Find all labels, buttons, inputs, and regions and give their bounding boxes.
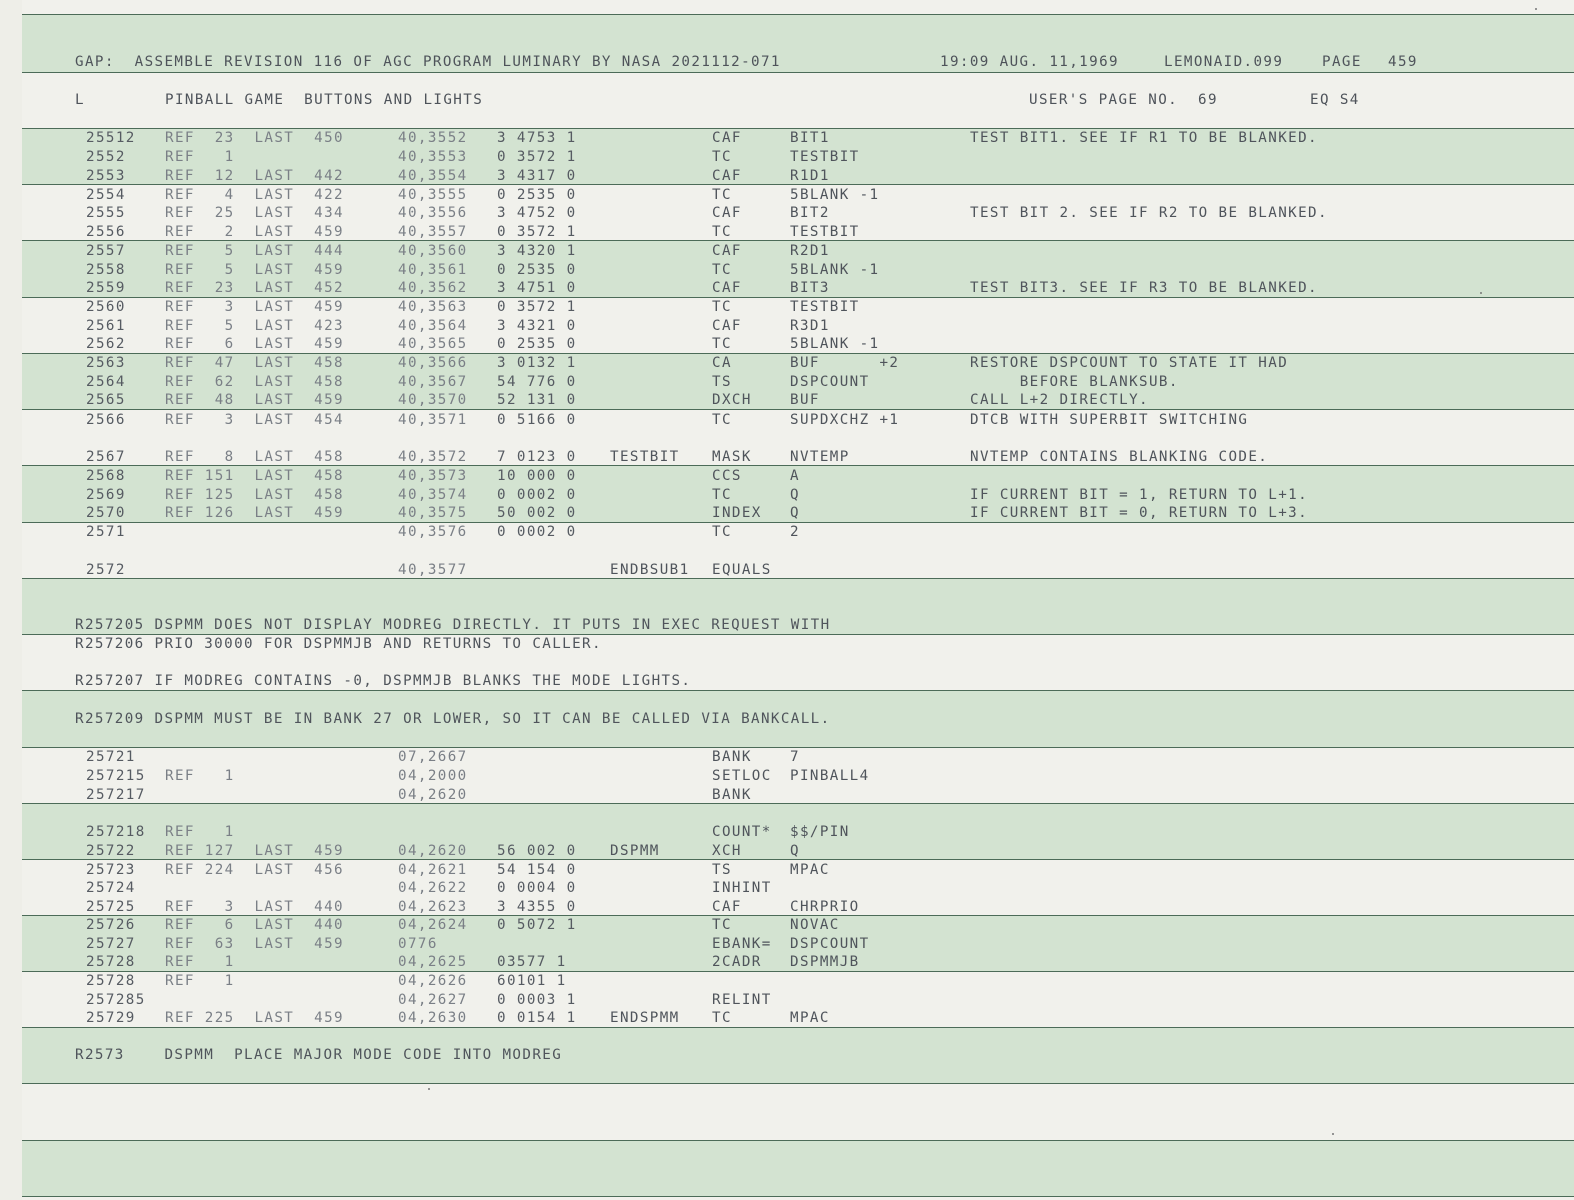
listing-op: INHINT <box>712 880 772 896</box>
listing-operand: DSPCOUNT <box>790 374 870 390</box>
listing-addr: 40,3567 <box>398 374 468 390</box>
listing-op: EQUALS <box>712 562 772 578</box>
listing-addr: 40,3556 <box>398 205 468 221</box>
listing-loc: 257217 <box>86 787 146 803</box>
listing-loc: 2556 <box>86 224 126 240</box>
listing-loc: 25728 <box>86 973 136 989</box>
listing-refs: REF 23 LAST 452 <box>165 280 344 296</box>
listing-operand: Q <box>790 487 800 503</box>
listing-addr: 0776 <box>398 936 438 952</box>
listing-loc: 25722 <box>86 843 136 859</box>
listing-addr: 40,3555 <box>398 187 468 203</box>
listing-comment: TEST BIT1. SEE IF R1 TO BE BLANKED. <box>970 130 1318 146</box>
listing-op: TC <box>712 412 732 428</box>
listing-refs: REF 48 LAST 459 <box>165 392 344 408</box>
listing-operand: 7 <box>790 749 800 765</box>
header-title: GAP: ASSEMBLE REVISION 116 OF AGC PROGRAM LUMINARY BY NASA 2021112-071 <box>75 54 781 70</box>
listing-loc: 2569 <box>86 487 126 503</box>
listing-operand: 5BLANK -1 <box>790 336 880 352</box>
listing-code: 0 3572 1 <box>497 224 577 240</box>
listing-comment: NVTEMP CONTAINS BLANKING CODE. <box>970 449 1269 465</box>
listing-refs: REF 3 LAST 459 <box>165 299 344 315</box>
listing-operand: NVTEMP <box>790 449 850 465</box>
listing-operand: Q <box>790 505 800 521</box>
listing-op: CAF <box>712 318 742 334</box>
listing-comment: DTCB WITH SUPERBIT SWITCHING <box>970 412 1249 428</box>
listing-op: CAF <box>712 243 742 259</box>
listing-comment: TEST BIT 2. SEE IF R2 TO BE BLANKED. <box>970 205 1328 221</box>
listing-refs: REF 1 <box>165 973 235 989</box>
listing-loc: 2559 <box>86 280 126 296</box>
listing-operand: A <box>790 468 800 484</box>
listing-addr: 04,2622 <box>398 880 468 896</box>
listing-operand: 5BLANK -1 <box>790 262 880 278</box>
listing-op: CAF <box>712 130 742 146</box>
listing-loc: 25726 <box>86 917 136 933</box>
listing-operand: BIT1 <box>790 130 830 146</box>
listing-op: COUNT* <box>712 824 772 840</box>
listing-operand: NOVAC <box>790 917 840 933</box>
listing-operand: SUPDXCHZ +1 <box>790 412 900 428</box>
listing-loc: 2563 <box>86 355 126 371</box>
listing-loc: 25725 <box>86 899 136 915</box>
listing-addr: 40,3570 <box>398 392 468 408</box>
listing-op: TC <box>712 224 732 240</box>
listing-code: 0 0002 0 <box>497 524 577 540</box>
rule-line <box>22 1196 1574 1197</box>
listing-op: TC <box>712 262 732 278</box>
listing-loc: 257215 <box>86 768 146 784</box>
listing-loc: 25724 <box>86 880 136 896</box>
remark-line: R257205 DSPMM DOES NOT DISPLAY MODREG DIRECTLY. IT PUTS IN EXEC REQUEST WITH <box>75 617 831 633</box>
listing-addr: 40,3552 <box>398 130 468 146</box>
listing-loc: 25512 <box>86 130 136 146</box>
listing-operand: BIT3 <box>790 280 830 296</box>
listing-operand: Q <box>790 843 800 859</box>
listing-addr: 04,2621 <box>398 862 468 878</box>
listing-comment: IF CURRENT BIT = 0, RETURN TO L+3. <box>970 505 1309 521</box>
remark-line: R257209 DSPMM MUST BE IN BANK 27 OR LOWER, SO IT CAN BE CALLED VIA BANKCALL. <box>75 711 831 727</box>
listing-loc: 2554 <box>86 187 126 203</box>
listing-refs: REF 2 LAST 459 <box>165 224 344 240</box>
listing-op: CAF <box>712 205 742 221</box>
listing-code: 03577 1 <box>497 954 567 970</box>
listing-code: 10 000 0 <box>497 468 577 484</box>
listing-op: 2CADR <box>712 954 762 970</box>
listing-loc: 257218 <box>86 824 146 840</box>
listing-code: 3 4751 0 <box>497 280 577 296</box>
paper-speck <box>428 1088 430 1090</box>
listing-addr: 40,3562 <box>398 280 468 296</box>
listing-op: MASK <box>712 449 752 465</box>
listing-refs: REF 1 <box>165 824 235 840</box>
listing-code: 0 0004 0 <box>497 880 577 896</box>
listing-refs: REF 5 LAST 459 <box>165 262 344 278</box>
listing-operand: BIT2 <box>790 205 830 221</box>
listing-op: TC <box>712 1010 732 1026</box>
listing-operand: R1D1 <box>790 168 830 184</box>
listing-addr: 40,3563 <box>398 299 468 315</box>
rule-line <box>22 578 1574 579</box>
listing-refs: REF 126 LAST 459 <box>165 505 344 521</box>
listing-loc: 2567 <box>86 449 126 465</box>
listing-operand: TESTBIT <box>790 149 860 165</box>
listing-addr: 04,2625 <box>398 954 468 970</box>
listing-operand: TESTBIT <box>790 224 860 240</box>
listing-operand: 5BLANK -1 <box>790 187 880 203</box>
subheader-user-page: USER'S PAGE NO. 69 <box>1029 92 1218 108</box>
listing-op: XCH <box>712 843 742 859</box>
listing-operand: $$/PIN <box>790 824 850 840</box>
listing-refs: REF 4 LAST 422 <box>165 187 344 203</box>
listing-code: 50 002 0 <box>497 505 577 521</box>
listing-refs: REF 47 LAST 458 <box>165 355 344 371</box>
listing-operand: MPAC <box>790 1010 830 1026</box>
listing-code: 0 5166 0 <box>497 412 577 428</box>
listing-operand: DSPMMJB <box>790 954 860 970</box>
listing-refs: REF 127 LAST 459 <box>165 843 344 859</box>
green-band <box>22 1140 1574 1196</box>
listing-loc: 2561 <box>86 318 126 334</box>
listing-addr: 40,3571 <box>398 412 468 428</box>
listing-loc: 2558 <box>86 262 126 278</box>
listing-op: TC <box>712 917 732 933</box>
listing-loc: 2565 <box>86 392 126 408</box>
listing-operand: MPAC <box>790 862 830 878</box>
listing-addr: 04,2627 <box>398 992 468 1008</box>
listing-addr: 40,3560 <box>398 243 468 259</box>
listing-addr: 40,3553 <box>398 149 468 165</box>
listing-code: 3 4320 1 <box>497 243 577 259</box>
header-page-number: 459 <box>1388 54 1418 70</box>
listing-code: 0 2535 0 <box>497 336 577 352</box>
listing-addr: 04,2626 <box>398 973 468 989</box>
listing-loc: 25729 <box>86 1010 136 1026</box>
listing-op: TC <box>712 524 732 540</box>
listing-addr: 40,3566 <box>398 355 468 371</box>
listing-label: ENDBSUB1 <box>610 562 690 578</box>
listing-code: 54 154 0 <box>497 862 577 878</box>
listing-refs: REF 6 LAST 459 <box>165 336 344 352</box>
paper-speck <box>1332 1133 1334 1135</box>
subheader-section: PINBALL GAME BUTTONS AND LIGHTS <box>165 92 484 108</box>
listing-loc: 2564 <box>86 374 126 390</box>
paper-speck <box>1535 8 1537 10</box>
listing-addr: 04,2624 <box>398 917 468 933</box>
listing-code: 0 3572 1 <box>497 149 577 165</box>
listing-code: 56 002 0 <box>497 843 577 859</box>
listing-addr: 40,3557 <box>398 224 468 240</box>
listing-loc: 2552 <box>86 149 126 165</box>
listing-refs: REF 151 LAST 458 <box>165 468 344 484</box>
listing-code: 0 0154 1 <box>497 1010 577 1026</box>
footer-remark: R2573 DSPMM PLACE MAJOR MODE CODE INTO MODREG <box>75 1047 563 1063</box>
listing-op: SETLOC <box>712 768 772 784</box>
listing-addr: 07,2667 <box>398 749 468 765</box>
listing-label: ENDSPMM <box>610 1010 680 1026</box>
listing-loc: 2566 <box>86 412 126 428</box>
listing-operand: R3D1 <box>790 318 830 334</box>
listing-loc: 25728 <box>86 954 136 970</box>
listing-operand: BUF +2 <box>790 355 900 371</box>
listing-op: BANK <box>712 787 752 803</box>
listing-operand: BUF <box>790 392 820 408</box>
listing-refs: REF 1 <box>165 954 235 970</box>
listing-addr: 40,3576 <box>398 524 468 540</box>
listing-refs: REF 12 LAST 442 <box>165 168 344 184</box>
listing-refs: REF 224 LAST 456 <box>165 862 344 878</box>
listing-code: 0 2535 0 <box>497 262 577 278</box>
subheader-marker: L <box>75 92 85 108</box>
listing-label: TESTBIT <box>610 449 680 465</box>
listing-addr: 04,2620 <box>398 787 468 803</box>
listing-op: CAF <box>712 899 742 915</box>
listing-op: TC <box>712 336 732 352</box>
listing-addr: 04,2000 <box>398 768 468 784</box>
listing-loc: 2568 <box>86 468 126 484</box>
listing-op: RELINT <box>712 992 772 1008</box>
listing-loc: 25723 <box>86 862 136 878</box>
paper-speck <box>1480 292 1482 294</box>
listing-code: 3 4321 0 <box>497 318 577 334</box>
listing-op: EBANK= <box>712 936 772 952</box>
listing-code: 0 0003 1 <box>497 992 577 1008</box>
listing-refs: REF 62 LAST 458 <box>165 374 344 390</box>
listing-op: INDEX <box>712 505 762 521</box>
listing-op: TS <box>712 374 732 390</box>
rule-line <box>22 1140 1574 1141</box>
listing-addr: 40,3574 <box>398 487 468 503</box>
listing-addr: 40,3575 <box>398 505 468 521</box>
listing-refs: REF 8 LAST 458 <box>165 449 344 465</box>
listing-addr: 40,3561 <box>398 262 468 278</box>
listing-comment: IF CURRENT BIT = 1, RETURN TO L+1. <box>970 487 1309 503</box>
listing-refs: REF 125 LAST 458 <box>165 487 344 503</box>
listing-operand: 2 <box>790 524 800 540</box>
listing-refs: REF 3 LAST 454 <box>165 412 344 428</box>
listing-op: CAF <box>712 168 742 184</box>
listing-code: 3 4753 1 <box>497 130 577 146</box>
listing-loc: 25727 <box>86 936 136 952</box>
listing-refs: REF 5 LAST 423 <box>165 318 344 334</box>
listing-code: 7 0123 0 <box>497 449 577 465</box>
listing-comment: CALL L+2 DIRECTLY. <box>970 392 1149 408</box>
listing-code: 0 2535 0 <box>497 187 577 203</box>
listing-code: 3 4317 0 <box>497 168 577 184</box>
listing-code: 52 131 0 <box>497 392 577 408</box>
listing-code: 3 4355 0 <box>497 899 577 915</box>
listing-operand: TESTBIT <box>790 299 860 315</box>
listing-operand: R2D1 <box>790 243 830 259</box>
listing-loc: 2562 <box>86 336 126 352</box>
listing-addr: 04,2630 <box>398 1010 468 1026</box>
listing-op: CA <box>712 355 732 371</box>
remark-line: R257206 PRIO 30000 FOR DSPMMJB AND RETURNS TO CALLER. <box>75 636 602 652</box>
listing-addr: 40,3572 <box>398 449 468 465</box>
listing-refs: REF 1 <box>165 768 235 784</box>
rule-line <box>22 803 1574 804</box>
listing-op: TC <box>712 149 732 165</box>
printout-sheet <box>22 0 1574 1200</box>
listing-refs: REF 1 <box>165 149 235 165</box>
listing-refs: REF 63 LAST 459 <box>165 936 344 952</box>
rule-line <box>22 1083 1574 1084</box>
listing-refs: REF 3 LAST 440 <box>165 899 344 915</box>
listing-refs: REF 225 LAST 459 <box>165 1010 344 1026</box>
listing-comment: RESTORE DSPCOUNT TO STATE IT HAD <box>970 355 1289 371</box>
listing-operand: PINBALL4 <box>790 768 870 784</box>
listing-operand: DSPCOUNT <box>790 936 870 952</box>
listing-loc: 2555 <box>86 205 126 221</box>
listing-addr: 40,3564 <box>398 318 468 334</box>
listing-comment: TEST BIT3. SEE IF R3 TO BE BLANKED. <box>970 280 1318 296</box>
listing-loc: 257285 <box>86 992 146 1008</box>
listing-refs: REF 25 LAST 434 <box>165 205 344 221</box>
listing-code: 54 776 0 <box>497 374 577 390</box>
subheader-extra: EQ S4 <box>1310 92 1360 108</box>
listing-addr: 04,2620 <box>398 843 468 859</box>
listing-addr: 40,3573 <box>398 468 468 484</box>
header-page-label: PAGE <box>1322 54 1362 70</box>
listing-comment: BEFORE BLANKSUB. <box>970 374 1179 390</box>
listing-addr: 40,3565 <box>398 336 468 352</box>
listing-addr: 40,3554 <box>398 168 468 184</box>
listing-op: DXCH <box>712 392 752 408</box>
listing-loc: 2553 <box>86 168 126 184</box>
listing-loc: 2557 <box>86 243 126 259</box>
listing-addr: 40,3577 <box>398 562 468 578</box>
listing-op: CAF <box>712 280 742 296</box>
listing-op: TS <box>712 862 732 878</box>
listing-loc: 25721 <box>86 749 136 765</box>
listing-op: TC <box>712 187 732 203</box>
listing-loc: 2571 <box>86 524 126 540</box>
listing-operand: CHRPRIO <box>790 899 860 915</box>
listing-loc: 2560 <box>86 299 126 315</box>
listing-addr: 04,2623 <box>398 899 468 915</box>
listing-op: TC <box>712 487 732 503</box>
listing-refs: REF 6 LAST 440 <box>165 917 344 933</box>
listing-code: 0 0002 0 <box>497 487 577 503</box>
listing-loc: 2572 <box>86 562 126 578</box>
remark-line: R257207 IF MODREG CONTAINS -0, DSPMMJB BLANKS THE MODE LIGHTS. <box>75 673 692 689</box>
listing-loc: 2570 <box>86 505 126 521</box>
header-document: LEMONAID.099 <box>1164 54 1284 70</box>
listing-op: CCS <box>712 468 742 484</box>
header-timestamp: 19:09 AUG. 11,1969 <box>940 54 1119 70</box>
listing-op: BANK <box>712 749 752 765</box>
listing-code: 60101 1 <box>497 973 567 989</box>
listing-code: 0 3572 1 <box>497 299 577 315</box>
rule-line <box>22 72 1574 73</box>
rule-line <box>22 14 1574 15</box>
listing-code: 3 4752 0 <box>497 205 577 221</box>
listing-label: DSPMM <box>610 843 660 859</box>
listing-code: 0 5072 1 <box>497 917 577 933</box>
listing-code: 3 0132 1 <box>497 355 577 371</box>
listing-refs: REF 23 LAST 450 <box>165 130 344 146</box>
listing-refs: REF 5 LAST 444 <box>165 243 344 259</box>
listing-op: TC <box>712 299 732 315</box>
